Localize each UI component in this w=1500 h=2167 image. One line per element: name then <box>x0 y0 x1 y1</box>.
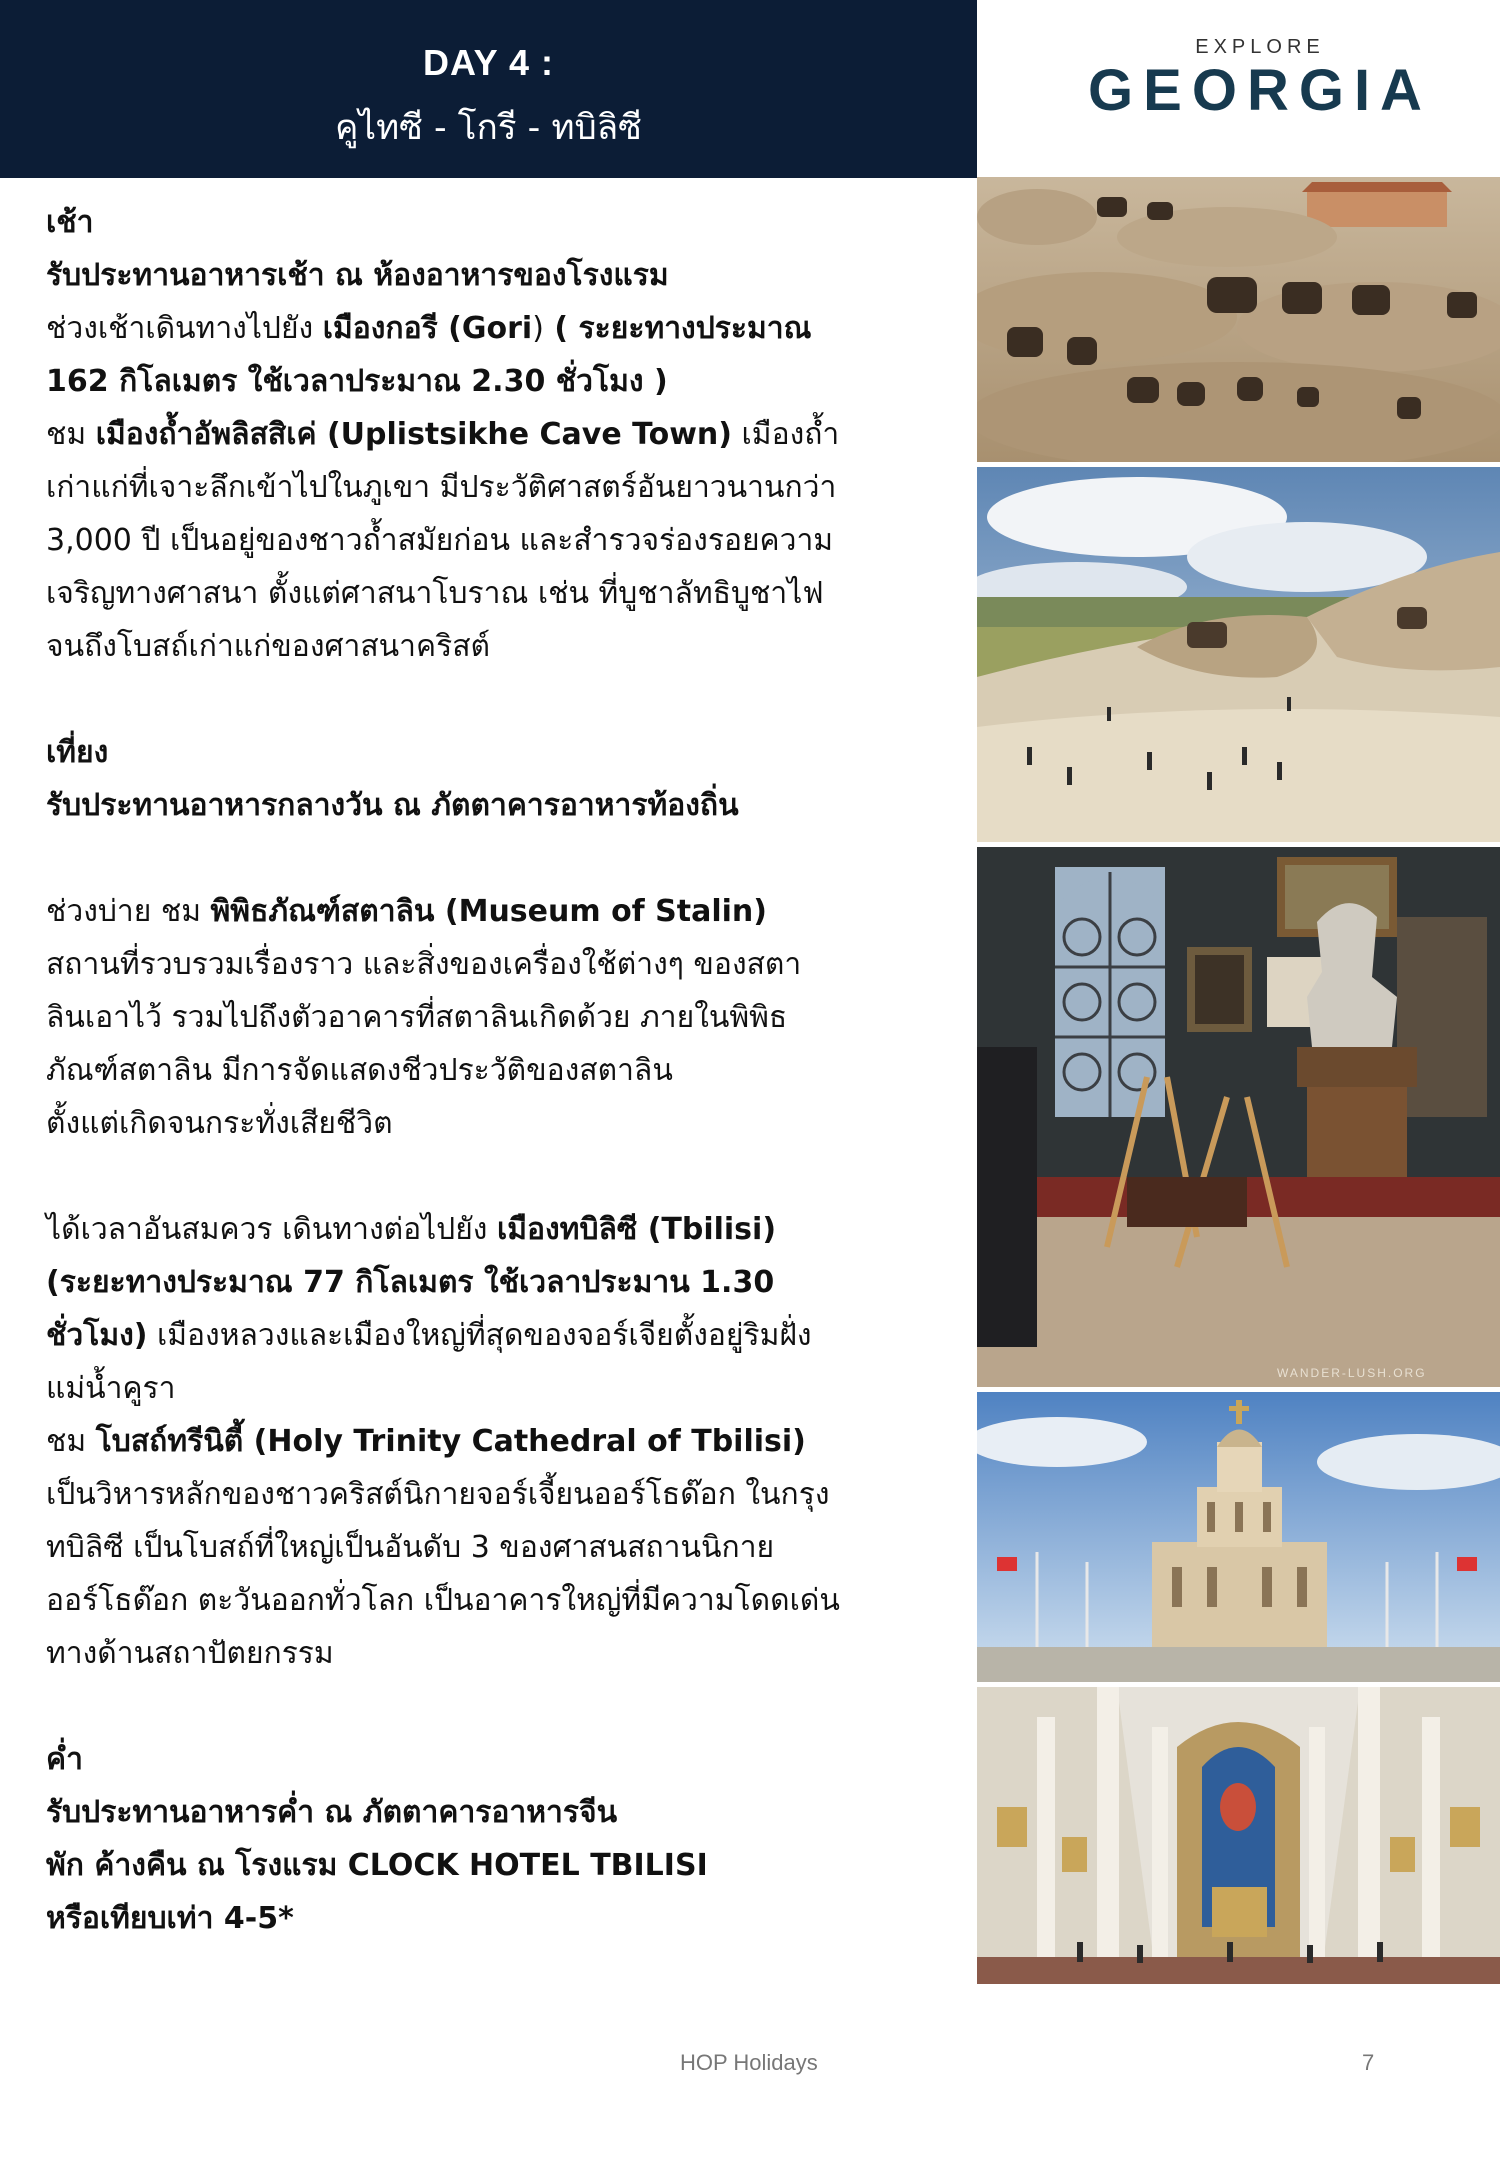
lunch-line: รับประทานอาหารกลางวัน ณ ภัตตาคารอาหารท้องถิ่น <box>46 788 739 823</box>
photo-watermark: WANDER-LUSH.ORG <box>1277 1366 1427 1380</box>
trinity-visit <box>46 1415 846 1680</box>
tbilisi-travel-prefix: ได้เวลาอันสมควร เดินทางต่อไปยัง <box>46 1212 497 1247</box>
uplistsikhe-prefix: ชม <box>46 417 96 452</box>
breakfast-line: รับประทานอาหารเช้า ณ ห้องอาหารของโรงแรม <box>46 258 669 293</box>
morning-heading: เช้า <box>46 205 94 240</box>
morning-travel <box>46 302 846 408</box>
logo-georgia-text: GEORGIA <box>1088 58 1432 123</box>
uplistsikhe-place: เมืองถ้ำอัพลิสสิเค่ (Uplistsikhe Cave Town) <box>95 417 732 452</box>
day-header <box>0 0 977 178</box>
logo-explore-text: EXPLORE <box>1195 36 1325 58</box>
tbilisi-travel <box>46 1203 846 1415</box>
dinner-line: รับประทานอาหารค่ำ ณ ภัตตาคารอาหารจีน <box>46 1795 618 1830</box>
stalin-museum-place: พิพิธภัณฑ์สตาลิน (Museum of Stalin) <box>210 894 767 929</box>
photo-trinity-cathedral-interior <box>977 1687 1500 1984</box>
photo-uplistsikhe-caves <box>977 177 1500 462</box>
trinity-prefix: ชม <box>46 1424 96 1459</box>
tbilisi-travel-bold: เมืองทบิลิซี (Tbilisi) (ระยะทางประมาณ 77 กิโลเมตร ใช้เวลาประมาน 1.30 ชั่วโมง) <box>46 1212 777 1353</box>
explore-georgia-logo <box>1040 36 1480 121</box>
afternoon-prefix: ช่วงบ่าย ชม <box>46 894 211 929</box>
stalin-museum-visit <box>46 885 806 938</box>
gori-close-paren: ) <box>532 311 544 346</box>
tbilisi-travel-desc: เมืองหลวงและเมืองใหญ่ที่สุดของจอร์เจียตั้งอยู่ริมฝั่งแม่น้ำคูรา <box>46 1318 812 1406</box>
itinerary-content <box>46 196 946 1945</box>
page-number: 7 <box>1362 2050 1375 2075</box>
photo-uplistsikhe-landscape <box>977 467 1500 842</box>
day-route: คูไทซี - โกรี - ทบิลิซี <box>335 108 642 148</box>
photo-trinity-cathedral-exterior <box>977 1392 1500 1682</box>
noon-heading: เที่ยง <box>46 735 109 770</box>
gori-city: เมืองกอรี (Gori <box>322 311 533 346</box>
evening-heading: ค่ำ <box>46 1742 83 1777</box>
morning-travel-prefix: ช่วงเช้าเดินทางไปยัง <box>46 311 323 346</box>
day-title: DAY 4 : <box>422 42 555 83</box>
trinity-desc: เป็นวิหารหลักของชาวคริสต์นิกายจอร์เจี้ยนออร์โธด๊อก ในกรุงทบิลิซี เป็นโบสถ์ที่ใหญ่เป็นอันดับ 3 ของศาสนสถานนิกาย ออร์โธด๊อก ตะวันออกทั่วโลก เป็นอาคารใหญ่ที่มีความโดดเด่นทางด้านสถาปัตยกรรม <box>46 1477 840 1671</box>
gori-distance: ( ระยะทางประมาณ 162 กิโลเมตร ใช้เวลาประมาณ 2.30 ชั่วโมง ) <box>46 311 812 399</box>
footer-brand: HOP Holidays <box>680 2050 818 2075</box>
uplistsikhe-visit <box>46 408 846 673</box>
hotel-line: พัก ค้างคืน ณ โรงแรม CLOCK HOTEL TBILISI <box>46 1848 708 1883</box>
hotel-alt-line: หรือเทียบเท่า 4-5* <box>46 1901 294 1936</box>
photo-stalin-museum <box>977 847 1500 1387</box>
uplistsikhe-desc: เมืองถ้ำเก่าแก่ที่เจาะลึกเข้าไปในภูเขา มีประวัติศาสตร์อันยาวนานกว่า 3,000 ปี เป็นอยู่ของชาวถ้ำสมัยก่อน และสำรวจร่องรอยความเจริญทางศาสนา ตั้งแต่ศาสนาโบราณ เช่น ที่บูชาลัทธิบูชาไฟ จนถึงโบสถ์เก่าแก่ของศาสนาคริสต์ <box>46 417 840 664</box>
trinity-place: โบสถ์ทรีนิตี้ (Holy Trinity Cathedral of Tbilisi) <box>95 1424 806 1459</box>
stalin-museum-desc-end: ตั้งแต่เกิดจนกระทั่งเสียชีวิต <box>46 1106 393 1141</box>
stalin-museum-desc: สถานที่รวบรวมเรื่องราว และสิ่งของเครื่องใช้ต่างๆ ของสตาลินเอาไว้ รวมไปถึงตัวอาคารที่สตาลินเกิดด้วย ภายในพิพิธภัณฑ์สตาลิน มีการจัดแสดงชีวประวัติของสตาลิน <box>46 947 802 1088</box>
